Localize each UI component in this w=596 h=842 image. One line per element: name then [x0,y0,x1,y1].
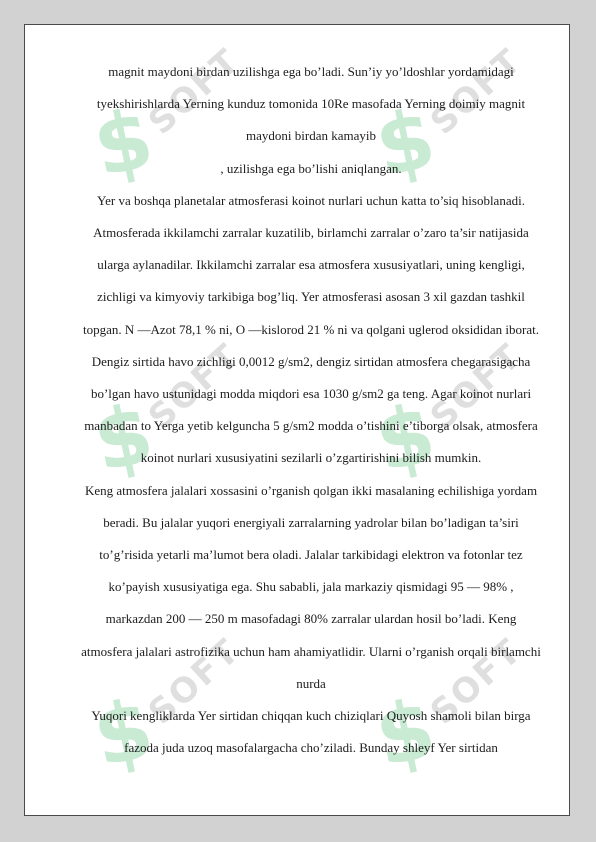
paragraph: , uzilishga ega bo’lishi aniqlangan. [220,160,402,176]
dollar-logo-icon: $ [85,681,162,786]
document-body [81,56,541,764]
dollar-logo-icon: $ [367,386,444,491]
dollar-logo-icon: $ [85,386,162,491]
dollar-logo-icon: $ [367,91,444,196]
watermark-text: SOFT [423,335,530,438]
dollar-logo-icon: $ [367,681,444,786]
paragraph: Yer va boshqa planetalar atmosferasi koinot nurlari uchun katta to’siq hisoblanadi. Atmosferada ikkilamchi zarralar kuzatilib, birlamchi zarralar o’zaro ta’sir natijasida ularga aylanadilar. Ikkilamchi zarralar esa atmosfera xususiyatlari, uning kengligi, zichligi va kimyoviy tarkibiga bog’liq. Yer atmosferasi asosan 3 xil gazdan tashkil topgan. N —Azot 78,1 % ni, O —kislorod 21 % ni va qolgani uglerod oksididan iborat. Dengiz sirtida havo zichligi 0,0012 g/sm2, dengiz sirtidan atmosfera chegarasigacha bo’lgan havo ustunidagi modda miqdori esa 1030 g/sm2 ga teng. Agar koinot nurlari manbadan to Yerga yetib kelguncha 5 g/sm2 modda o’tishini e’tiborga olsak, atmosfera koinot nurlari xususiyatini sezilarli o’zgartirishini bilish mumkin. [82,192,540,466]
document-page [24,24,570,816]
watermark-text: SOFT [141,40,248,143]
dollar-logo-icon: $ [85,91,162,196]
watermark-text: SOFT [141,335,248,438]
watermark-text: SOFT [141,630,248,733]
paragraph: Keng atmosfera jalalari xossasini o’rganish qolgan ikki masalaning echilishiga yordam beradi. Bu jalalar yuqori energiyali zarralarning yadrolar bilan bo’ladigan ta’siri to’g’risida yetarli ma’lumot bera oladi. Jalalar tarkibidagi elektron va fotonlar tez ko’payish xususiyatiga ega. Shu sababli, jala markaziy qismidagi 95 — 98% , markazdan 200 — 250 m masofadagi 80% zarralar ulardan hosil bo’ladi. Keng atmosfera jalalari astrofizika uchun ham ahamiyatlidir. Ularni o’rganish orqali birlamchi nurda [81,482,541,691]
watermark-text: SOFT [423,630,530,733]
watermark-text: SOFT [423,40,530,143]
paragraph: Yuqori kengliklarda Yer sirtidan chiqqan kuch chiziqlari Quyosh shamoli bilan birga fazoda juda uzoq masofalargacha cho’ziladi. Bunday shleyf Yer sirtidan [91,708,531,756]
paragraph: magnit maydoni birdan uzilishga ega bo’ladi. Sun’iy yo’ldoshlar yordamidagi tyekshirishlarda Yerning kunduz tomonida 10Re masofada Yerning doimiy magnit maydoni birdan kamayib [96,64,526,144]
